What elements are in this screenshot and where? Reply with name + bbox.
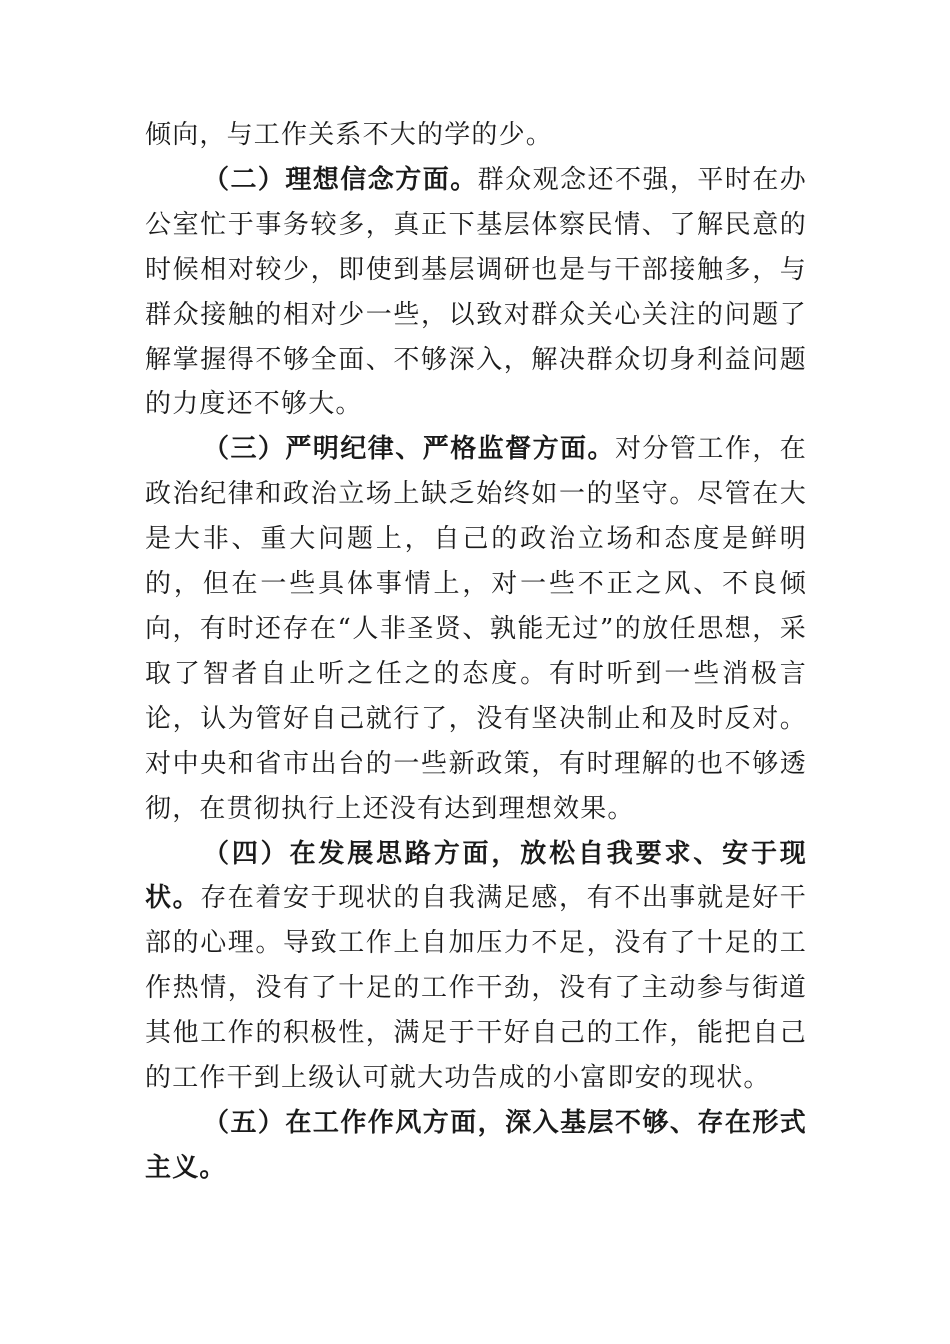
paragraph-development [145, 832, 807, 1101]
paragraph-heading: （二）理想信念方面。 [203, 164, 478, 195]
document-body [145, 113, 807, 1191]
paragraph-body: 存在着安于现状的自我满足感，有不出事就是好干部的心理。导致工作上自加压力不足，没有了十足的工作热情，没有了十足的工作干劲，没有了主动参与街道其他工作的积极性，满足于干好自己的工作，能把自己的工作干到上级认可就大功告成的小富即安的现状。 [145, 883, 807, 1094]
paragraph-ideals-beliefs [145, 158, 807, 427]
paragraph-heading: （五）在工作作风方面，深入基层不够、存在形式主义。 [145, 1107, 807, 1183]
paragraph-body: 群众观念还不强，平时在办公室忙于事务较多，真正下基层体察民情、了解民意的时候相对较少，即使到基层调研也是与干部接触多，与群众接触的相对少一些，以致对群众关心关注的问题了解掌握得不够全面、不够深入，解决群众切身利益问题的力度还不够大。 [145, 164, 807, 420]
paragraph-body: 对分管工作，在政治纪律和政治立场上缺乏始终如一的坚守。尽管在大是大非、重大问题上，自己的政治立场和态度是鲜明的，但在一些具体事情上，对一些不正之风、不良倾向，有时还存在“人非圣贤、孰能无过”的放任思想，采取了智者自止听之任之的态度。有时听到一些消极言论，认为管好自己就行了，没有坚决制止和及时反对。对中央和省市出台的一些新政策，有时理解的也不够透彻，在贯彻执行上还没有达到理想效果。 [145, 434, 807, 824]
paragraph-discipline [145, 427, 807, 831]
paragraph-body: 倾向，与工作关系不大的学的少。 [145, 120, 554, 150]
paragraph-heading: （四）在发展思路方面，放松自我要求、安于现状。 [145, 838, 807, 914]
paragraph-heading: （三）严明纪律、严格监督方面。 [203, 434, 615, 465]
paragraph-work-style [145, 1101, 807, 1191]
paragraph-continuation [145, 113, 807, 158]
